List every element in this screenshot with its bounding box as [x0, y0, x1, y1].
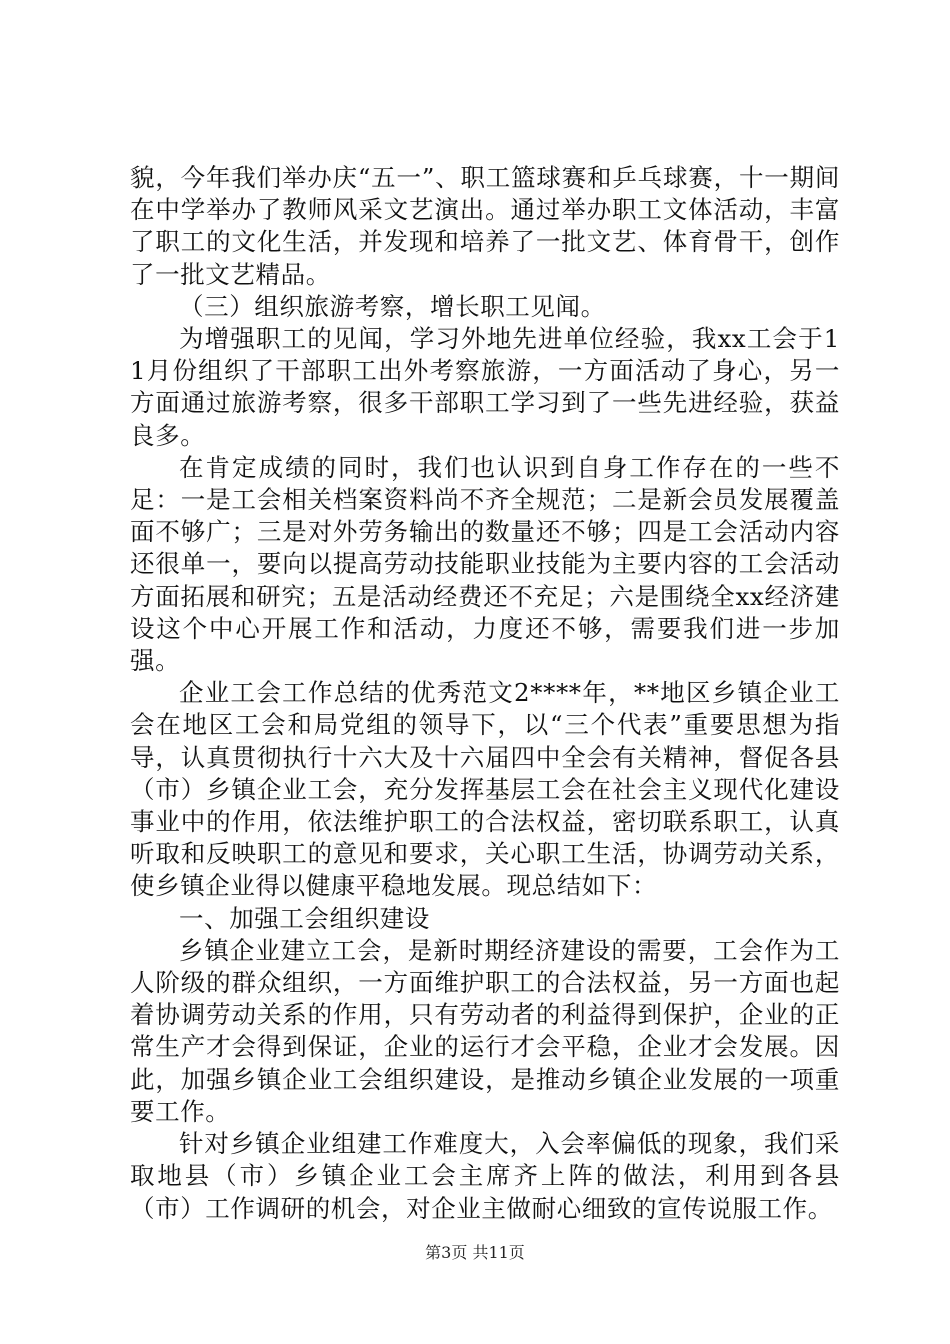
paragraph-sample-intro: 企业工会工作总结的优秀范文2****年，**地区乡镇企业工会在地区工会和局党组的领导下，以“三个代表”重要思想为指导，认真贯彻执行十六大及十六届四中全会有关精神，督促各县（市）乡镇企业工会，充分发挥基层工会在社会主义现代化建设事业中的作用，依法维护职工的合法权益，密切联系职工，认真听取和反映职工的意见和要求，关心职工生活，协调劳动关系，使乡镇企业得以健康平稳地发展。现总结如下：	[130, 678, 840, 901]
paragraph-continuation: 貌，今年我们举办庆“五一”、职工篮球赛和乒乓球赛，十一期间在中学举办了教师风采文艺演出。通过举办职工文体活动，丰富了职工的文化生活，并发现和培养了一批文艺、体育骨干，创作了一批文艺精品。	[130, 163, 840, 289]
page-number-footer: 第3页 共11页	[425, 1243, 525, 1262]
document-body	[130, 162, 840, 1225]
section-heading-tourism: （三）组织旅游考察，增长职工见闻。	[179, 291, 606, 321]
paragraph-tourism: 为增强职工的见闻，学习外地先进单位经验，我xx工会于11月份组织了干部职工出外考察旅游，一方面活动了身心，另一方面通过旅游考察，很多干部职工学习到了一些先进经验，获益良多。	[130, 324, 840, 450]
paragraph-organization: 乡镇企业建立工会，是新时期经济建设的需要，工会作为工人阶级的群众组织，一方面维护职工的合法权益，另一方面也起着协调劳动关系的作用，只有劳动者的利益得到保护，企业的正常生产才会得到保证，企业的运行才会平稳，企业才会发展。因此，加强乡镇企业工会组织建设，是推动乡镇企业发展的一项重要工作。	[130, 935, 840, 1126]
section-heading-organization: 一、加强工会组织建设	[179, 903, 430, 933]
paragraph-shortcomings: 在肯定成绩的同时，我们也认识到自身工作存在的一些不足：一是工会相关档案资料尚不齐全规范；二是新会员发展覆盖面不够广；三是对外劳务输出的数量还不够；四是工会活动内容还很单一，要向以提高劳动技能职业技能为主要内容的工会活动方面拓展和研究；五是活动经费还不充足；六是围绕全xx经济建设这个中心开展工作和活动，力度还不够，需要我们进一步加强。	[130, 452, 840, 676]
paragraph-recruitment: 针对乡镇企业组建工作难度大，入会率偏低的现象，我们采取地县（市）乡镇企业工会主席齐上阵的做法，利用到各县（市）工作调研的机会，对企业主做耐心细致的宣传说服工作。	[130, 1129, 840, 1223]
